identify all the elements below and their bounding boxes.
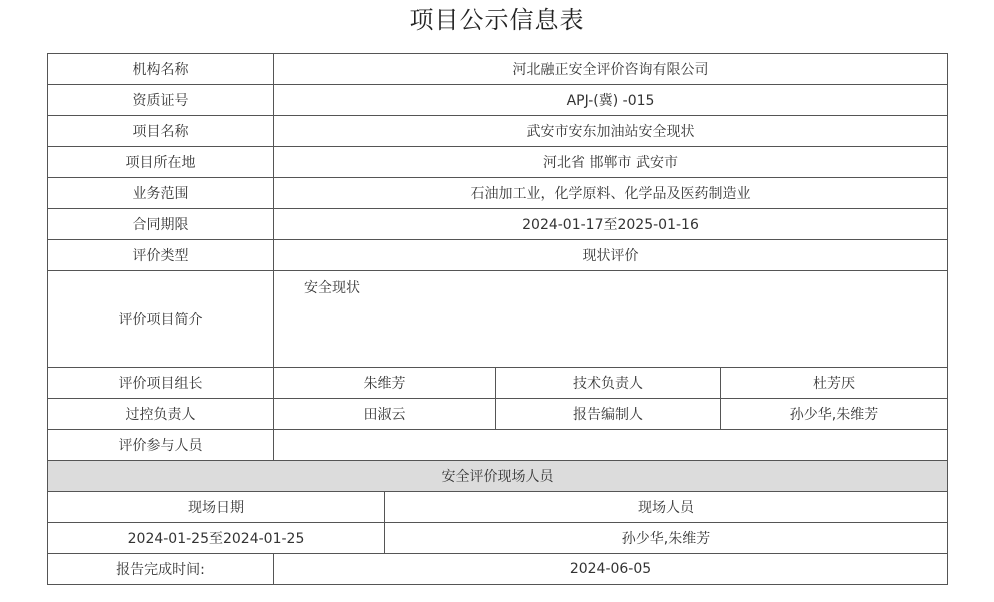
site-section-header: 安全评价现场人员 xyxy=(48,461,948,492)
tech-lead-label: 技术负责人 xyxy=(496,368,721,399)
row-process-control xyxy=(48,399,948,430)
process-control-label: 过控负责人 xyxy=(48,399,274,430)
row-completion xyxy=(48,554,948,585)
row-project-intro xyxy=(48,271,948,368)
row-project-location xyxy=(48,147,948,178)
site-date-value: 2024-01-25至2024-01-25 xyxy=(48,523,385,554)
project-intro-label: 评价项目简介 xyxy=(48,271,274,368)
report-author-value: 孙少华,朱维芳 xyxy=(721,399,948,430)
project-name-label: 项目名称 xyxy=(48,116,274,147)
row-site-columns xyxy=(48,492,948,523)
row-site-values xyxy=(48,523,948,554)
business-scope-value: 石油加工业，化学原料、化学品及医药制造业 xyxy=(274,178,948,209)
eval-type-value: 现状评价 xyxy=(274,240,948,271)
org-name-label: 机构名称 xyxy=(48,54,274,85)
row-contract-period xyxy=(48,209,948,240)
row-team-leader xyxy=(48,368,948,399)
row-site-section-header xyxy=(48,461,948,492)
tech-lead-value: 杜芳厌 xyxy=(721,368,948,399)
row-eval-type xyxy=(48,240,948,271)
business-scope-label: 业务范围 xyxy=(48,178,274,209)
report-author-label: 报告编制人 xyxy=(496,399,721,430)
row-business-scope xyxy=(48,178,948,209)
page-title: 项目公示信息表 xyxy=(409,6,585,34)
completion-label: 报告完成时间: xyxy=(48,554,274,585)
process-control-value: 田淑云 xyxy=(274,399,496,430)
site-date-label: 现场日期 xyxy=(48,492,385,523)
participants-value xyxy=(274,430,948,461)
project-location-label: 项目所在地 xyxy=(48,147,274,178)
completion-value: 2024-06-05 xyxy=(274,554,948,585)
row-participants xyxy=(48,430,948,461)
site-staff-value: 孙少华,朱维芳 xyxy=(385,523,948,554)
row-project-name xyxy=(48,116,948,147)
cert-no-value: APJ-(冀) -015 xyxy=(274,85,948,116)
org-name-value: 河北融正安全评价咨询有限公司 xyxy=(274,54,948,85)
contract-period-value: 2024-01-17至2025-01-16 xyxy=(274,209,948,240)
row-cert-no xyxy=(48,85,948,116)
project-intro-value: 安全现状 xyxy=(274,271,948,368)
site-staff-label: 现场人员 xyxy=(385,492,948,523)
cert-no-label: 资质证号 xyxy=(48,85,274,116)
contract-period-label: 合同期限 xyxy=(48,209,274,240)
eval-type-label: 评价类型 xyxy=(48,240,274,271)
project-name-value: 武安市安东加油站安全现状 xyxy=(274,116,948,147)
team-leader-label: 评价项目组长 xyxy=(48,368,274,399)
team-leader-value: 朱维芳 xyxy=(274,368,496,399)
project-location-value: 河北省 邯郸市 武安市 xyxy=(274,147,948,178)
participants-label: 评价参与人员 xyxy=(48,430,274,461)
project-info-table xyxy=(47,53,948,585)
row-org-name xyxy=(48,54,948,85)
